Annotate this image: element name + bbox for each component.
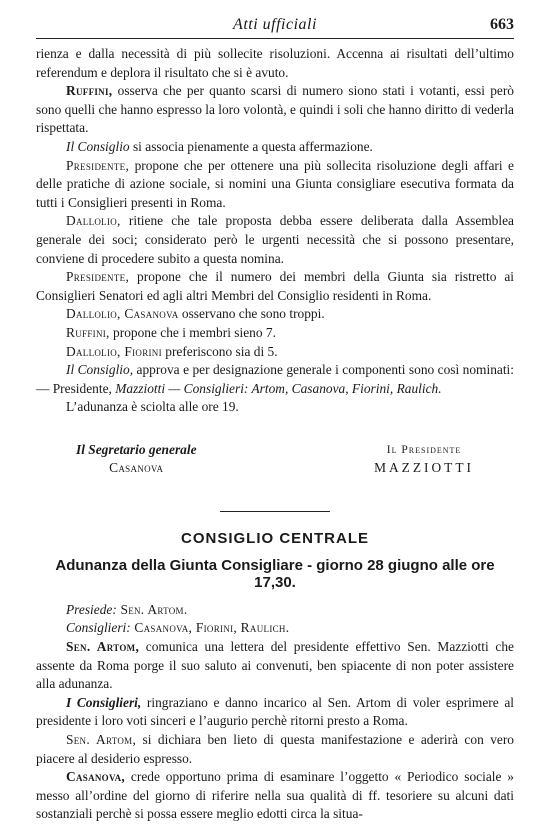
paragraph-text: ritiene che tale proposta debba essere deliberata dalla Assemblea generale dei soci; considerato però le urgenti necessità che si possono presentare, conviene di procedere subito a questa nomina.: [36, 213, 514, 266]
running-header: [36, 14, 514, 39]
speaker-name: Il Consiglio: [66, 138, 130, 154]
paragraph-1: rienza e dalla necessità di più sollecite risoluzioni. Accenna ai risultati dell’ultimo referendum e deplora il risultato che si è avuto.: [36, 46, 514, 80]
meeting-title: Adunanza della Giunta Consigliare - giorno 28 giugno alle ore 17,30.: [55, 556, 495, 591]
paragraph-9: [36, 343, 514, 362]
paragraph-text: crede opportuno prima di esaminare l’oggetto « Periodico sociale » messo all’ordine del giorno di riferire nella sua qualità di ff. tesoriere su alcuni dati sostanziali perchè si possa essere meglio edotti circa la situa-: [36, 769, 514, 822]
paragraph-text: osserva che per quanto scarsi di numero siono stati i votanti, essi però sono quelli che hanno espresso la loro volontà, e quindi i soli che hanno diritto di vederla rispettata.: [36, 83, 514, 136]
paragraph-text: propone che i membri sieno 7.: [109, 324, 276, 340]
speaker-name: Ruffini,: [66, 83, 113, 99]
speaker-name: Presidente,: [66, 157, 130, 173]
paragraph-text: comunica una lettera del presidente effettivo Sen. Mazziotti che assente da Roma porge il suo saluto ai convenuti, ben spiacente di non poter assistere alla adunanza.: [36, 639, 514, 692]
value: Casanova, Fiorini, Raulich.: [130, 620, 290, 636]
speaker-name: Ruffini,: [66, 324, 110, 340]
signature-name: Casanova: [109, 459, 164, 475]
running-title: Atti ufficiali: [233, 16, 317, 33]
attendance-chair: [36, 601, 514, 620]
paragraph-3: [36, 138, 514, 157]
speaker-names: Dallolio, Casanova: [66, 306, 179, 322]
speaker-name: Dallolio,: [66, 213, 121, 229]
paragraph-text: si dichiara ben lieto di questa manifestazione e aderirà con vero piacere al desiderio espresso.: [36, 732, 514, 766]
speaker-name: Casanova,: [66, 769, 126, 785]
speaker-name: Sen. Artom,: [66, 639, 140, 655]
value: Sen. Artom.: [116, 601, 188, 617]
member-list: Mazziotti — Consiglieri: Artom, Casanova, Fiorini, Raulich.: [115, 380, 442, 396]
speaker-name: Sen. Artom,: [66, 732, 137, 748]
section-title: CONSIGLIO CENTRALE: [180, 529, 369, 547]
section-divider: [220, 511, 330, 512]
paragraph-4: [36, 157, 514, 213]
label: Presiede:: [66, 601, 117, 617]
paragraph-b4: [36, 768, 514, 824]
paragraph-7: [36, 305, 514, 324]
paragraph-text: ringraziano e danno incarico al Sen. Artom di voler esprimere al presidente i loro voti sinceri e l’augurio perchè ritorni presto a Roma.: [36, 694, 514, 729]
signature-secretary: [36, 441, 197, 477]
paragraph-11: L’adunanza è sciolta alle ore 19.: [66, 399, 239, 415]
paragraph-text: osservano che sono troppi.: [178, 306, 325, 322]
paragraph-text: propone che per ottenere una più sollecita risoluzione degli affari e delle pratiche di azione sociale, si nomini una Giunta consigliare esecutiva formata da tutti i Consiglieri presenti in Roma.: [36, 157, 514, 210]
paragraph-6: [36, 268, 514, 305]
paragraph-text: approva e per designazione generale i componenti sono così nominati: — Presidente,: [36, 362, 514, 396]
paragraph-10: [36, 361, 514, 398]
paragraph-b1: [36, 638, 514, 694]
label: Consiglieri:: [66, 620, 131, 636]
signature-title: Il Segretario generale: [76, 441, 197, 457]
speaker-name: Il Consiglio,: [66, 362, 134, 378]
page-number: 663: [490, 16, 514, 33]
speaker-names: Dallolio, Fiorini: [66, 343, 162, 359]
paragraph-text: preferiscono sia di 5.: [161, 343, 278, 359]
paragraph-text: propone che il numero dei membri della Giunta sia ristretto ai Consiglieri Senatori ed agli altri Membri del Consiglio residenti in Roma.: [36, 269, 514, 303]
speaker-name: I Consiglieri,: [66, 694, 142, 710]
paragraph-2: [36, 82, 514, 138]
paragraph-5: [36, 212, 514, 268]
signature-president: [374, 441, 514, 477]
attendance-members: [36, 619, 514, 638]
paragraph-8: [36, 324, 514, 343]
signature-name: MAZZIOTTI: [374, 459, 474, 475]
paragraph-b3: [36, 731, 514, 768]
speaker-name: Presidente,: [66, 269, 130, 285]
signature-title: Il Presidente: [386, 443, 462, 456]
paragraph-text: si associa pienamente a questa affermazione.: [129, 138, 373, 154]
signature-block: [36, 441, 514, 477]
paragraph-b2: [36, 694, 514, 731]
